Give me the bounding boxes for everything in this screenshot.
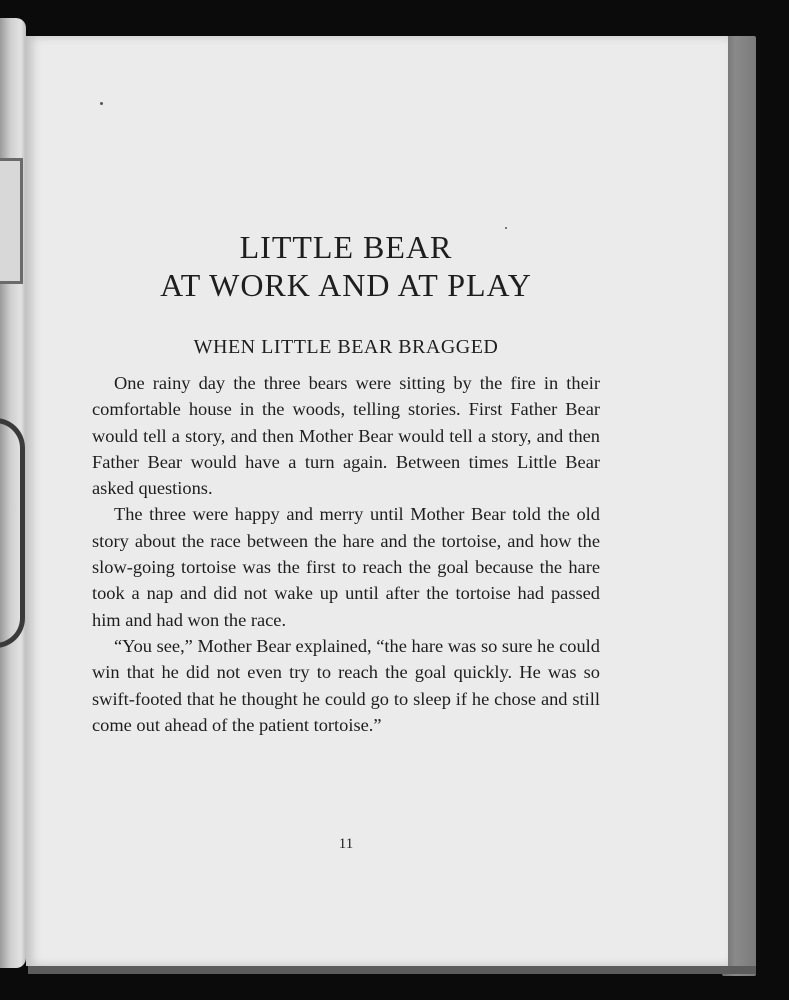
page-title	[26, 228, 666, 304]
chapter-body	[92, 370, 600, 738]
title-line-1: LITTLE BEAR	[239, 229, 453, 265]
book-cover-bottom-edge	[28, 966, 756, 974]
book-page	[26, 36, 728, 966]
chapter-title: WHEN LITTLE BEAR BRAGGED	[193, 336, 499, 358]
previous-page-edge	[0, 18, 26, 968]
paragraph-3: “You see,” Mother Bear explained, “the hare was so sure he could win that he did not even try to reach the goal quickly. He was so swift-footed that he thought he could go to sleep if he chose and still come out ahead of the patient tortoise.”	[92, 635, 600, 735]
facing-page-illustration-frame	[0, 158, 23, 284]
title-line-2: AT WORK AND AT PLAY	[160, 267, 532, 303]
paragraph-2: The three were happy and merry until Mother Bear told the old story about the race between the hare and the tortoise, and how the slow-going tortoise was the first to reach the goal because the hare took a nap and did not wake up until after the tortoise had passed him and had won the race.	[92, 504, 600, 630]
page-speck	[100, 102, 103, 105]
facing-page-illustration-curve	[0, 418, 25, 648]
page-number: 11	[338, 836, 354, 852]
paragraph-1: One rainy day the three bears were sitting by the fire in their comfortable house in the woods, telling stories. First Father Bear would tell a story, and then Mother Bear would tell a story, and then Father Bear would have a turn again. Between times Little Bear asked questions.	[92, 373, 600, 499]
